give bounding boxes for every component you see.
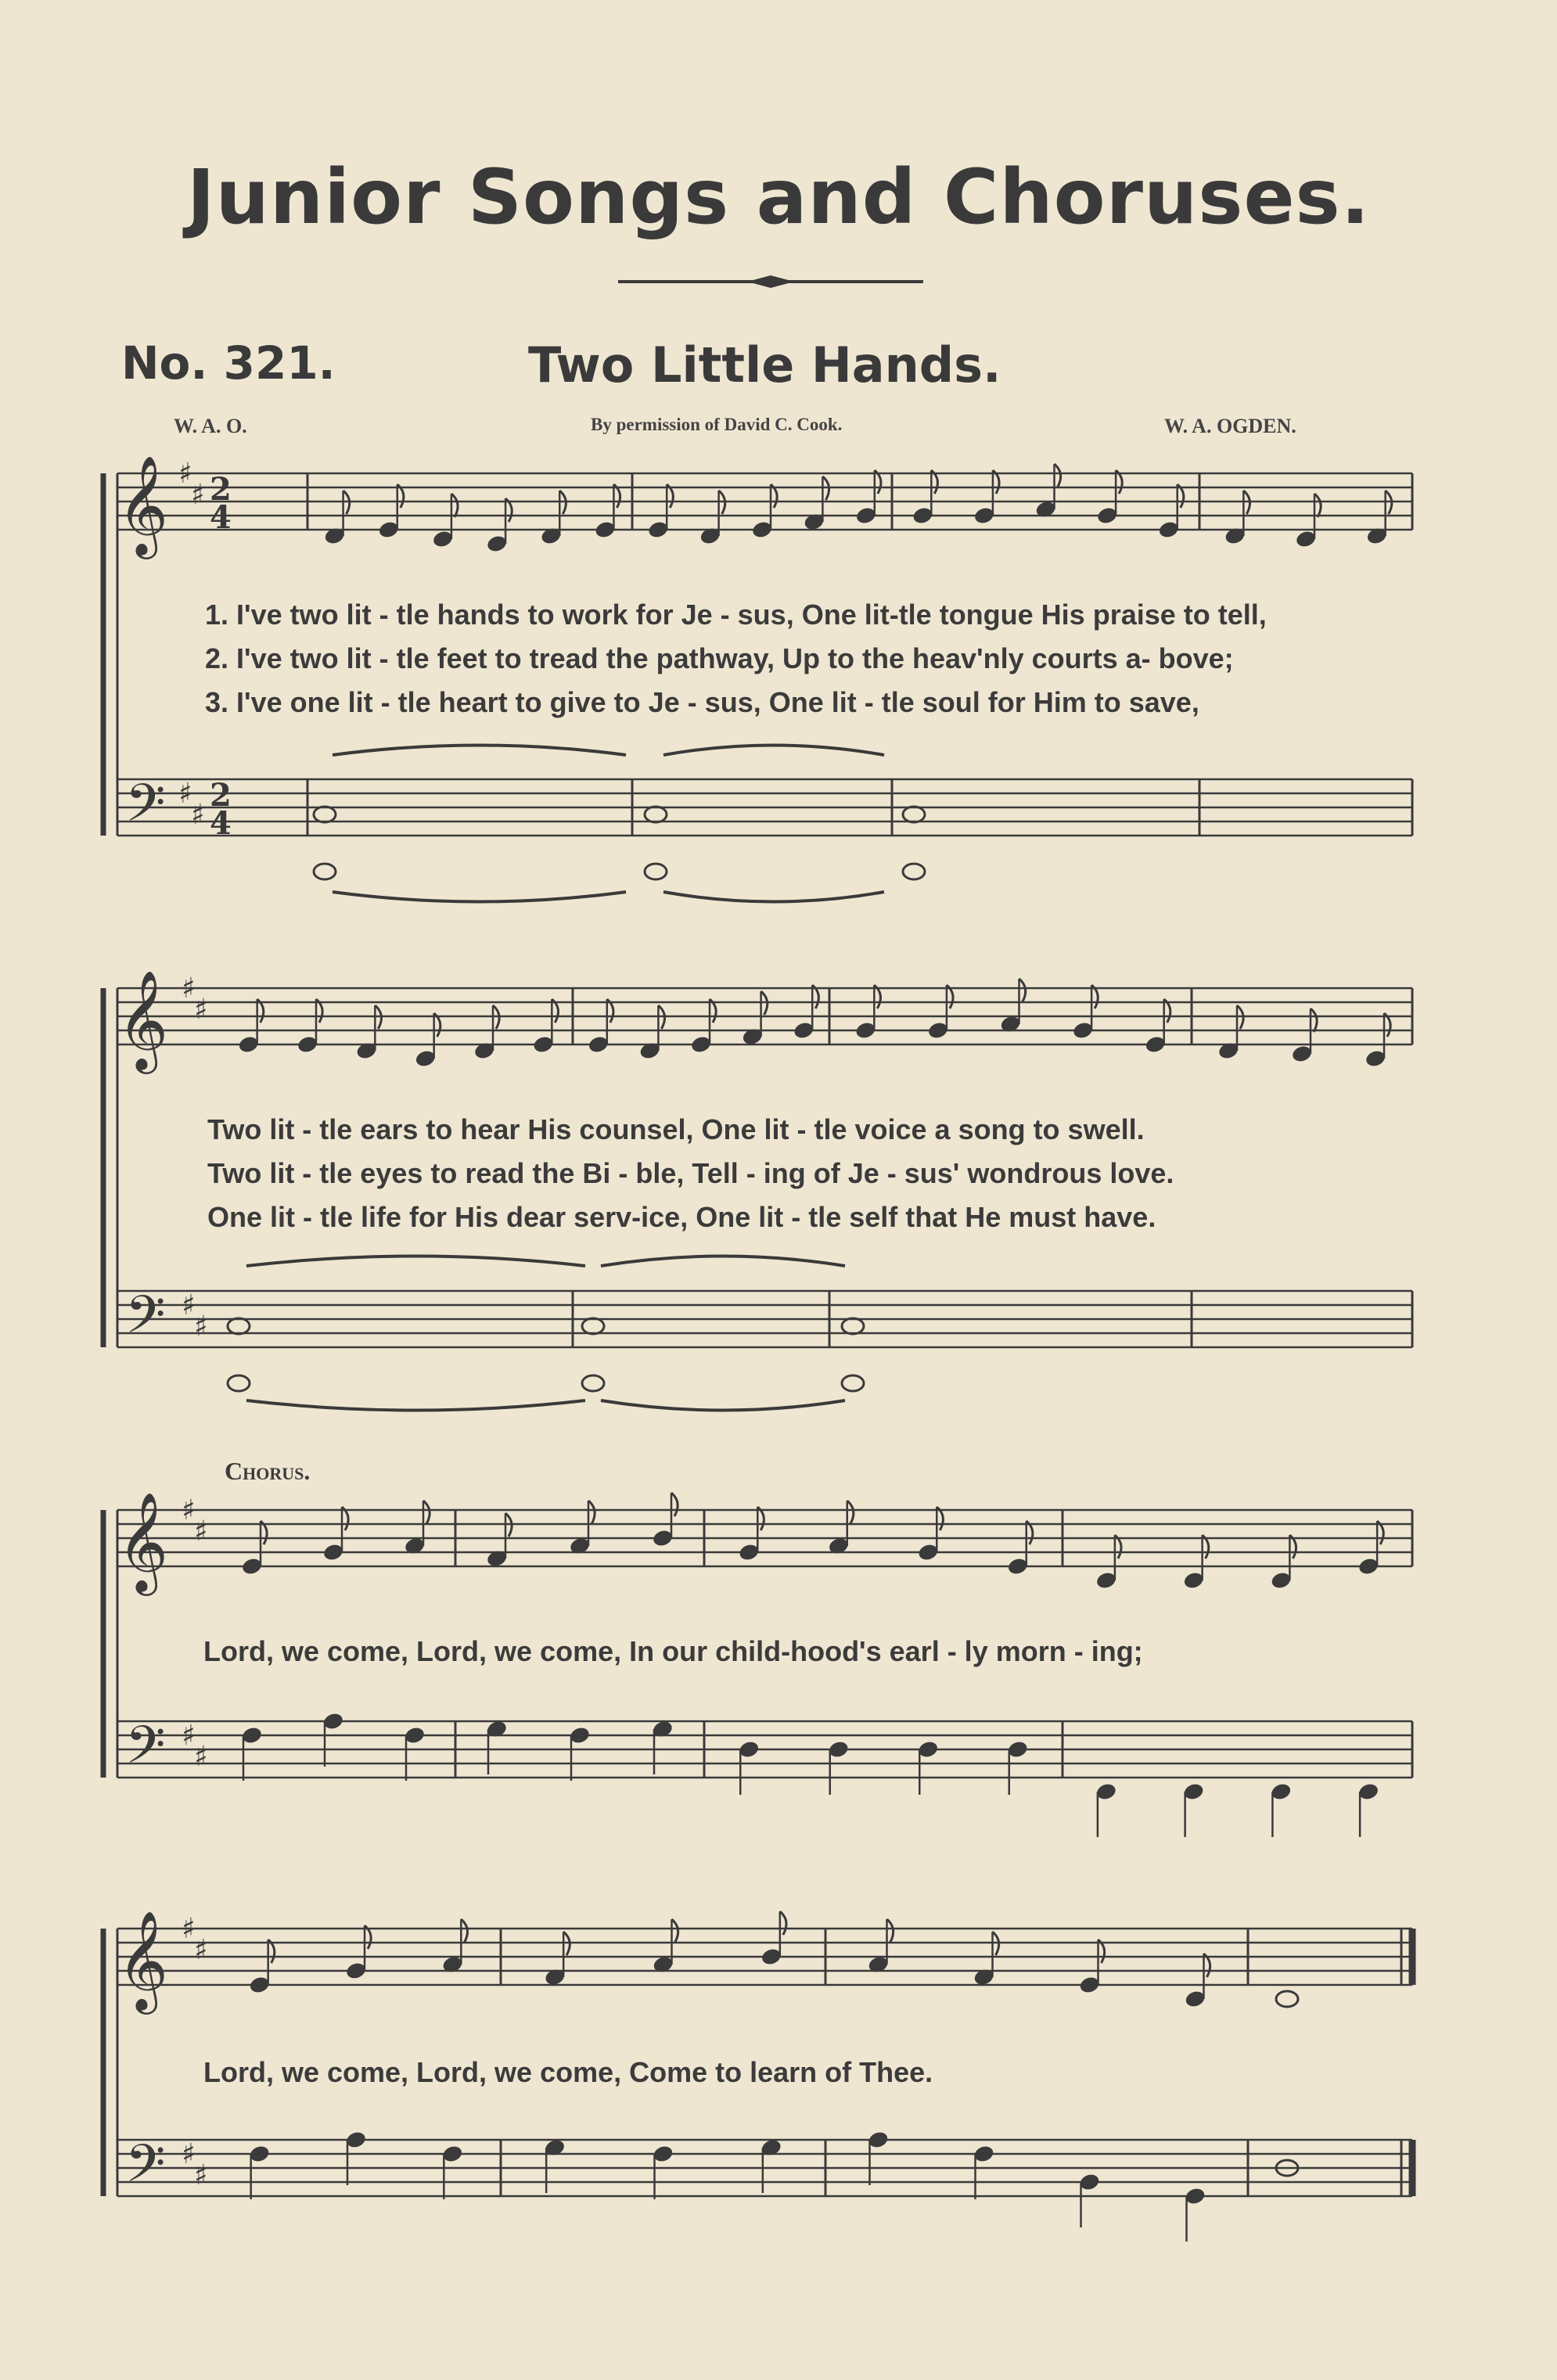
half-note (645, 864, 667, 879)
sharp-sign: ♯ (194, 2159, 208, 2191)
time-signature-bottom: 4 (210, 499, 232, 536)
treble-clef: 𝄞 (117, 1491, 169, 1591)
treble-clef: 𝄞 (117, 969, 169, 1070)
sharp-sign: ♯ (191, 799, 205, 831)
tie (601, 1257, 845, 1267)
half-note (645, 807, 667, 822)
bass-clef: 𝄢 (125, 1715, 166, 1788)
sharp-sign: ♯ (178, 778, 192, 810)
song-number: No. 321. (121, 336, 336, 390)
composer-credit: W. A. OGDEN. (1164, 415, 1296, 437)
verse-line-3: 3. I've one lit - tle heart to give to Je - sus, One lit - tle soul for Him to save, (205, 686, 1199, 718)
sharp-sign: ♯ (194, 1934, 208, 1966)
half-note (228, 1375, 250, 1391)
time-signature-top: 2 (210, 471, 232, 508)
sharp-sign: ♯ (182, 1494, 196, 1526)
verse-line-2: 2. I've two lit - tle feet to tread the pathway, Up to the heav'nly courts a- bove; (205, 642, 1234, 674)
sharp-sign: ♯ (194, 994, 208, 1026)
time-signature-top: 2 (210, 777, 232, 814)
sharp-sign: ♯ (182, 1289, 196, 1321)
verse-line-5: Two lit - tle eyes to read the Bi - ble, Tell - ing of Je - sus' wondrous love. (207, 1157, 1174, 1189)
tie (663, 746, 884, 756)
page-heading: Junior Songs and Choruses. (186, 153, 1371, 241)
verse-line-6: One lit - tle life for His dear serv-ice, One lit - tle self that He must have. (207, 1201, 1156, 1233)
sharp-sign: ♯ (182, 2138, 196, 2170)
chorus-line-1: Lord, we come, Lord, we come, In our child-hood's earl - ly morn - ing; (203, 1635, 1143, 1667)
song-title: Two Little Hands. (528, 336, 1001, 394)
bass-clef: 𝄢 (125, 773, 166, 846)
permission-note: By permission of David C. Cook. (591, 415, 843, 434)
chorus-label: Chorus. (225, 1457, 311, 1485)
half-note (314, 864, 336, 879)
sharp-sign: ♯ (194, 1741, 208, 1773)
half-note (842, 1375, 864, 1391)
half-note (903, 807, 925, 822)
sharp-sign: ♯ (182, 972, 196, 1005)
half-note (582, 1375, 604, 1391)
tie (246, 1257, 585, 1267)
tie (333, 746, 626, 756)
sharp-sign: ♯ (191, 479, 205, 511)
lyricist-credit: W. A. O. (174, 415, 247, 437)
tie (246, 1400, 585, 1411)
tie (663, 892, 884, 902)
sharp-sign: ♯ (194, 1310, 208, 1343)
half-note (903, 864, 925, 879)
half-note (1276, 1991, 1298, 2007)
chorus-line-2: Lord, we come, Lord, we come, Come to learn of Thee. (203, 2056, 933, 2088)
half-note (314, 807, 336, 822)
half-note (842, 1318, 864, 1334)
sharp-sign: ♯ (182, 1720, 196, 1752)
bass-clef: 𝄢 (125, 1285, 166, 1357)
tie (601, 1400, 845, 1411)
time-signature-bottom: 4 (210, 805, 232, 842)
sharp-sign: ♯ (194, 1515, 208, 1548)
treble-clef: 𝄞 (117, 1910, 169, 2010)
tie (333, 892, 626, 902)
treble-clef: 𝄞 (117, 455, 169, 555)
half-note (582, 1318, 604, 1334)
sharp-sign: ♯ (178, 458, 192, 490)
half-note (228, 1318, 250, 1334)
verse-line-4: Two lit - tle ears to hear His counsel, One lit - tle voice a song to swell. (207, 1113, 1145, 1145)
sharp-sign: ♯ (182, 1913, 196, 1945)
verse-line-1: 1. I've two lit - tle hands to work for Je - sus, One lit-tle tongue His praise to tell, (205, 599, 1267, 631)
bass-clef: 𝄢 (125, 2134, 166, 2206)
